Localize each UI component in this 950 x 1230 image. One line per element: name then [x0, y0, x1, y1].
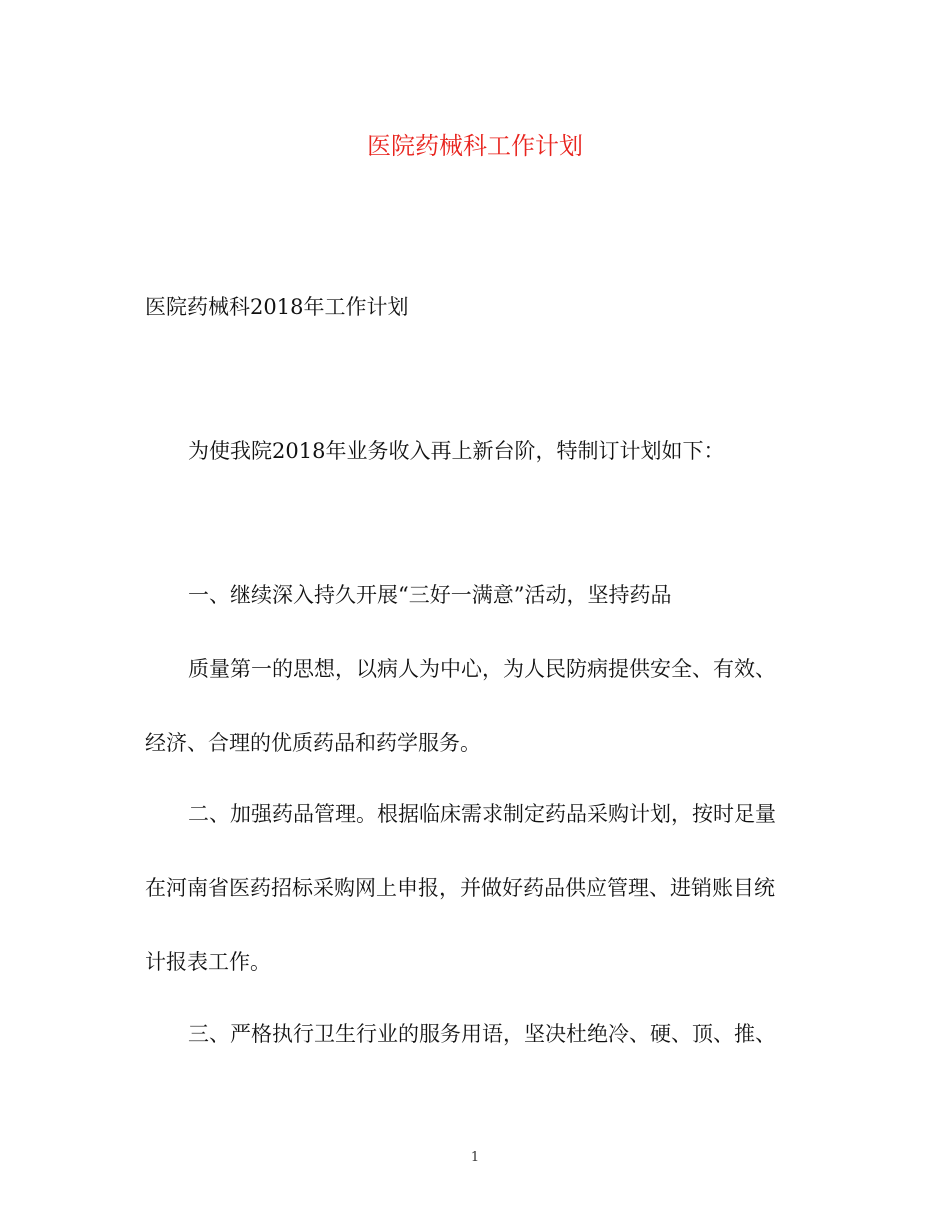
- section1-line3: 经济、合理的优质药品和药学服务。: [145, 731, 481, 755]
- section2-line3: 计报表工作。: [145, 950, 271, 974]
- section2-line2: 在河南省医药招标采购网上申报，并做好药品供应管理、进销账目统: [145, 876, 775, 900]
- section1-line1: 一、继续深入持久开展“三好一满意”活动，坚持药品: [188, 583, 672, 607]
- section3-line1: 三、严格执行卫生行业的服务用语，坚决杜绝冷、硬、顶、推、: [188, 1022, 776, 1046]
- document-title: 医院药械科工作计划: [367, 132, 583, 160]
- intro-paragraph: 为使我院2018年业务收入再上新台阶，特制订计划如下：: [188, 439, 725, 463]
- document-subtitle: 医院药械科2018年工作计划: [145, 295, 409, 319]
- section1-line2: 质量第一的思想，以病人为中心，为人民防病提供安全、有效、: [188, 657, 776, 681]
- section2-line1: 二、加强药品管理。根据临床需求制定药品采购计划，按时足量: [188, 802, 776, 826]
- page-number: 1: [470, 1150, 480, 1165]
